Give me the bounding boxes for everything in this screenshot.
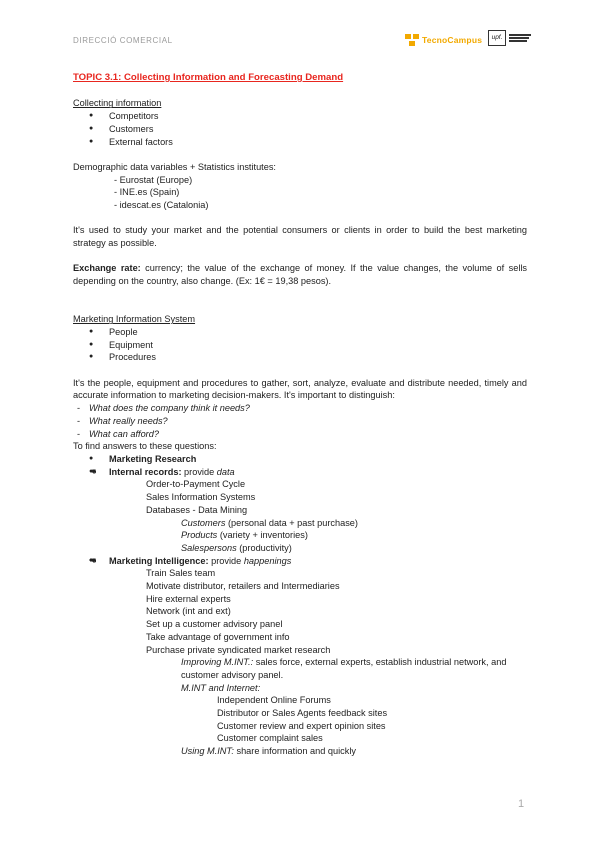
databases-label: Databases - Data Mining bbox=[146, 504, 248, 515]
internal-list bbox=[109, 478, 527, 554]
university-logo-lines bbox=[509, 33, 531, 43]
using-em: Using M.INT: bbox=[181, 746, 234, 757]
list-item bbox=[181, 745, 527, 758]
databases-list bbox=[146, 517, 527, 555]
tecnocampus-logo-text: TecnoCampus bbox=[422, 35, 483, 45]
list-item: - Eurostat (Europe) bbox=[114, 174, 527, 187]
improving-rest: sales force, external experts, establish industrial network, and customer advisory panel. bbox=[181, 657, 507, 680]
tecnocampus-logo bbox=[405, 33, 482, 47]
intel-provide-em: happenings bbox=[243, 555, 292, 566]
list-item: - INE.es (Spain) bbox=[114, 186, 527, 199]
db-em: Customers bbox=[181, 517, 226, 528]
question-item: - What does the company think it needs? bbox=[89, 402, 527, 415]
list-item: ● People bbox=[109, 326, 527, 339]
db-rest: (productivity) bbox=[236, 542, 292, 553]
list-item: ● Distributor or Sales Agents feedback sites bbox=[217, 707, 527, 720]
list-item bbox=[181, 529, 527, 542]
db-em: Products bbox=[181, 530, 218, 541]
list-item bbox=[181, 682, 527, 746]
topic-title: TOPIC 3.1: Collecting Information and Forecasting Demand bbox=[73, 72, 344, 83]
internal-label: Internal records: bbox=[109, 466, 182, 477]
university-logo bbox=[488, 30, 536, 46]
internet-list bbox=[181, 694, 527, 745]
paragraph-used: It's used to study your market and the potential consumers or clients in order to build the best marketing strategy as possible. bbox=[73, 225, 527, 249]
intel-label: Marketing Intelligence: bbox=[109, 555, 209, 566]
db-rest: (variety + inventories) bbox=[217, 530, 308, 541]
exchange-text: currency; the value of the exchange of money. If the value changes, the volume of sells depending on the country, also change. (Ex: 1€ = 19,38 pesos). bbox=[73, 263, 527, 287]
list-item bbox=[181, 656, 527, 681]
list-item: ● Competitors bbox=[109, 110, 527, 123]
list-item: ○ Hire external experts bbox=[146, 593, 527, 606]
list-item: ○ Motivate distributor, retailers and Intermediaries bbox=[146, 580, 527, 593]
list-item bbox=[181, 517, 527, 530]
methods-list bbox=[73, 453, 527, 758]
list-item bbox=[181, 542, 527, 555]
list-item: ● Procedures bbox=[109, 351, 527, 364]
tecnocampus-mark-icon bbox=[405, 34, 419, 46]
internal-provide: provide bbox=[181, 466, 217, 477]
university-mark: upf. bbox=[488, 30, 506, 46]
internet-em: M.INT and Internet: bbox=[181, 682, 261, 693]
list-item bbox=[146, 504, 527, 555]
purchase-list bbox=[146, 656, 527, 758]
using-rest: share information and quickly bbox=[233, 746, 356, 757]
page-number: 1 bbox=[518, 798, 525, 810]
demographic-intro: Demographic data variables + Statistics institutes: bbox=[73, 161, 276, 172]
document-body bbox=[73, 72, 527, 758]
list-item: ○ Take advantage of government info bbox=[146, 631, 527, 644]
db-rest: (personal data + past purchase) bbox=[225, 517, 358, 528]
internal-provide-em: data bbox=[216, 466, 235, 477]
list-item: ○ Network (int and ext) bbox=[146, 605, 527, 618]
research-item: ● Marketing Research bbox=[109, 453, 527, 466]
find-answers: To find answers to these questions: bbox=[73, 441, 217, 452]
institutes-list bbox=[73, 174, 527, 212]
list-item: ● External factors bbox=[109, 136, 527, 149]
list-item: ● Customer complaint sales bbox=[217, 732, 527, 745]
list-item: ○ Set up a customer advisory panel bbox=[146, 618, 527, 631]
list-item: ● Customers bbox=[109, 123, 527, 136]
collecting-list bbox=[73, 110, 527, 148]
paragraph-people: It's the people, equipment and procedures to gather, sort, analyze, evaluate and distribute needed, timely and accurate information to marketing decision-makers. It's important to distinguish: bbox=[73, 377, 527, 401]
list-item: ● Independent Online Forums bbox=[217, 694, 527, 707]
list-item: ○ Train Sales team bbox=[146, 567, 527, 580]
intel-provide: provide bbox=[208, 555, 244, 566]
list-item: - idescat.es (Catalonia) bbox=[114, 199, 527, 212]
list-item: ○ Sales Information Systems bbox=[146, 491, 527, 504]
course-header: DIRECCIÓ COMERCIAL bbox=[73, 36, 173, 45]
purchase-label: Purchase private syndicated market research bbox=[146, 644, 331, 655]
exchange-label: Exchange rate: bbox=[73, 263, 141, 274]
questions-list bbox=[73, 402, 527, 440]
list-item: ● Customer review and expert opinion sites bbox=[217, 720, 527, 733]
exchange-rate-paragraph bbox=[73, 262, 527, 287]
intel-list bbox=[109, 567, 527, 758]
mis-list bbox=[73, 326, 527, 364]
question-item: - What can afford? bbox=[89, 428, 527, 441]
list-item: ○ Order-to-Payment Cycle bbox=[146, 478, 527, 491]
intelligence-item bbox=[109, 555, 527, 758]
question-item: - What really needs? bbox=[89, 415, 527, 428]
mis-heading: Marketing Information System bbox=[73, 314, 196, 325]
internal-records-item bbox=[109, 466, 527, 555]
collecting-heading: Collecting information bbox=[73, 98, 162, 109]
improving-em: Improving M.INT.: bbox=[181, 657, 254, 668]
list-item bbox=[146, 644, 527, 758]
list-item: ● Equipment bbox=[109, 339, 527, 352]
db-em: Salespersons bbox=[181, 542, 237, 553]
